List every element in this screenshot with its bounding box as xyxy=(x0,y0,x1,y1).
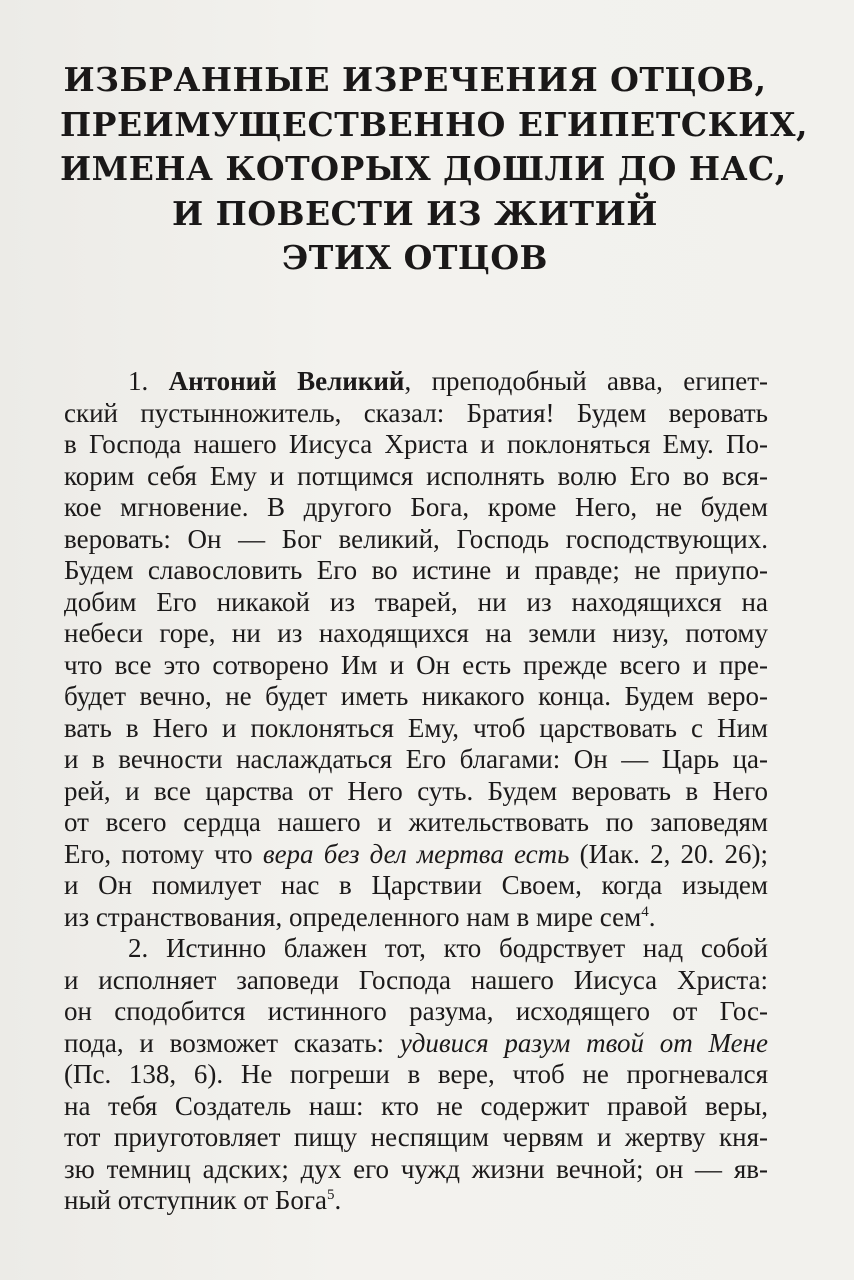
paragraph-line: тот приуготовляет пищу неспящим червям и жертву кня- xyxy=(64,1122,768,1152)
footnote-marker: 5 xyxy=(326,1187,335,1203)
paragraph-line: из странствования, определенного нам в мире сем$^4$. xyxy=(64,901,656,932)
paragraph-line: будет вечно, не будет иметь никакого конца. Будем веро- xyxy=(64,681,768,711)
paragraph-number: 1. xyxy=(128,366,149,396)
paragraph-line: пода, и возможет сказать: удивися разум твой от Мене xyxy=(64,1027,768,1058)
paragraph-line: кое мгновение. В другого Бога, кроме Него, не будем xyxy=(64,492,768,522)
paragraph-line: небеси горе, ни из находящихся на земли низу, потому xyxy=(64,618,768,648)
paragraph-line: он сподобится истинного разума, исходящего от Гос- xyxy=(64,996,768,1026)
title-line: И ПОВЕСТИ ИЗ ЖИТИЙ xyxy=(172,193,658,233)
main-text xyxy=(64,366,768,1217)
title-line: ПРЕИМУЩЕСТВЕННО ЕГИПЕТСКИХ, xyxy=(60,104,808,144)
paragraph-line: вать в Него и поклоняться Ему, чтоб царствовать с Ним xyxy=(64,712,768,743)
paragraph-line: от всего сердца нашего и жительствовать по заповедям xyxy=(64,807,768,837)
chapter-title xyxy=(60,58,808,281)
paragraph-line: 2. Истинно блажен тот, кто бодрствует над собой xyxy=(128,933,768,963)
paragraph-line: ный отступник от Бога$^5$. xyxy=(64,1185,342,1215)
paragraph-line: добим Его никакой из тварей, ни из находящихся на xyxy=(64,586,768,617)
paragraph-line: (Пс. 138, 6). Не погреши в вере, чтоб не прогневался xyxy=(64,1059,768,1089)
paragraph-line: корим себя Ему и потщимся исполнять волю Его во вся- xyxy=(64,460,768,491)
paragraph-line: и исполняет заповеди Господа нашего Иисуса Христа: xyxy=(64,964,768,995)
title-line: ИЗБРАННЫЕ ИЗРЕЧЕНИЯ ОТЦОВ, xyxy=(63,60,767,99)
paragraph-line: Его, потому что вера без дел мертва есть (Иак. 2, 20. 26); xyxy=(64,838,768,869)
scripture-quote: вера без дел мертва есть xyxy=(262,838,570,869)
paragraph-line: и Он помилует нас в Царствии Своем, когда изыдем xyxy=(64,870,768,900)
paragraph-line: ский пустынножитель, сказал: Братия! Будем веровать xyxy=(64,397,768,428)
paragraph-line: Будем славословить Его во истине и правде; не приупо- xyxy=(64,555,768,585)
title-line: ИМЕНА КОТОРЫХ ДОШЛИ ДО НАС, xyxy=(60,149,787,188)
paragraph-line: веровать: Он — Бог великий, Господь господствующих. xyxy=(64,523,768,554)
paragraph-line: в Господа нашего Иисуса Христа и поклоняться Ему. По- xyxy=(64,429,768,459)
paragraph-line: что все это сотворено Им и Он есть прежде всего и пре- xyxy=(64,649,768,680)
footnote-marker: 4 xyxy=(641,903,649,920)
title-line: ЭТИХ ОТЦОВ xyxy=(282,238,548,277)
paragraph-line: рей, и все царства от Него суть. Будем веровать в Него xyxy=(64,775,768,806)
paragraph-line: на тебя Создатель наш: кто не содержит правой веры, xyxy=(64,1090,768,1121)
paragraph-line: и в вечности наслаждаться Его благами: Он — Царь ца- xyxy=(64,744,768,774)
scripture-quote: удивися разум твой от Мене xyxy=(399,1027,768,1058)
saint-name: Антоний Великий xyxy=(168,366,405,396)
paragraph-line: зю темниц адских; дух его чужд жизни вечной; он — яв- xyxy=(64,1153,768,1184)
paragraph-line: 1. Антоний Великий, преподобный авва, египет- xyxy=(128,366,768,396)
